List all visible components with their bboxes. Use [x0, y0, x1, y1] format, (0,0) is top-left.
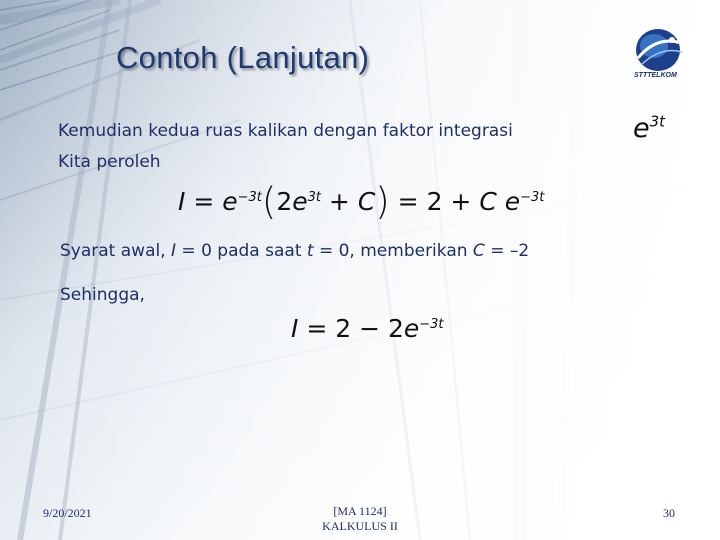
footer-date: 9/20/2021 [43, 506, 92, 520]
body-line-initial-condition: Syarat awal, I = 0 pada saat t = 0, memberikan C = –2 [60, 241, 530, 261]
equation-general-solution: $I = e^{-3t}(2e^{3t} + C) = 2 + C$ $e^{-3t}$ [178, 180, 545, 223]
equation-particular-solution: $I = 2 - 2e^{-3t}$ [291, 314, 444, 343]
logo-text: STTTELKOM [634, 72, 677, 79]
integrating-factor: $e^{3t}$ [633, 112, 666, 144]
footer-course: [MA 1124] KALKULUS II [322, 504, 398, 533]
footer-page-number: 30 [663, 506, 675, 520]
body-line-multiply: Kemudian kedua ruas kalikan dengan faktor integrasi [58, 121, 513, 141]
body-line-result: Kita peroleh [58, 152, 161, 172]
slide-title: Contoh (Lanjutan) [116, 40, 370, 75]
body-line-therefore: Sehingga, [60, 285, 145, 305]
